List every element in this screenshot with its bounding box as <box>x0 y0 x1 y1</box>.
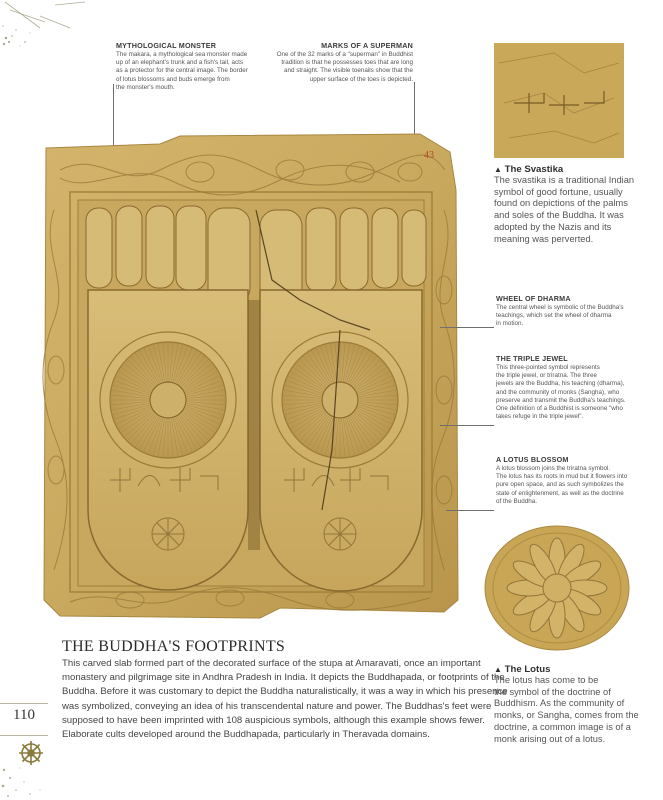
callout-triple-jewel <box>496 354 661 421</box>
leader-line-triple-jewel <box>440 425 494 426</box>
page-number: 110 <box>13 707 35 723</box>
lotus-medallion-image <box>484 522 634 652</box>
callout-line: takes refuge in the triple jewel". <box>496 413 584 421</box>
sidebar-text <box>494 675 662 745</box>
callout-line: preserve and transmit the Buddha's teachings. <box>496 396 626 404</box>
body-line: monastery and pilgrimage site in Andhra Pradesh in India. It depicts the Buddhapada, or footprints of the <box>62 672 505 684</box>
sidebar-line: found on depictions of the palms <box>494 198 628 209</box>
body-line: was symbolized, conveying an idea of his transcendental nature and power. The Buddhas's feet were <box>62 700 492 712</box>
callout-line: and straight. The visible toenails show that the <box>283 67 413 75</box>
callout-lotus-blossom <box>496 455 661 506</box>
body-line: supposed to have been imprinted with 108 auspicious symbols, although this example shows fewer. <box>62 714 485 726</box>
callout-wheel-of-dharma <box>496 294 661 329</box>
callout-line: upper surface of the toes is depicted. <box>309 75 413 83</box>
sidebar-svastika <box>494 164 662 245</box>
callout-line: of lotus blossoms and buds emerge from <box>116 75 230 83</box>
sidebar-line: The lotus has come to be <box>494 675 599 685</box>
callout-marks-of-superman <box>258 41 413 84</box>
callout-line: The lotus has its roots in mud but it flowers into <box>496 473 628 481</box>
sidebar-line: symbol of good fortune, usually <box>494 186 623 197</box>
sidebar-line: monk arising out of a lotus. <box>494 733 606 744</box>
callout-line: of the Buddha. <box>496 497 537 505</box>
callout-line: This three-pointed symbol represents <box>496 364 600 371</box>
callout-line: in motion. <box>496 320 524 328</box>
sidebar-line: the symbol of the doctrine of <box>494 686 611 697</box>
svastika-detail-image <box>494 43 624 158</box>
callout-title: WHEEL OF DHARMA <box>496 294 571 303</box>
svg-text:43: 43 <box>424 150 434 161</box>
body-line: Elaborate cults developed around the Buddhapada, particularly in Theravada domains. <box>62 729 430 741</box>
decorative-splatter-top <box>0 0 110 60</box>
sidebar-line: meaning was perverted. <box>494 233 594 244</box>
callout-text <box>496 304 661 329</box>
triangle-up-icon: ▲ <box>494 165 502 174</box>
page-number-rule-bottom <box>0 735 48 736</box>
callout-text <box>496 465 661 506</box>
sidebar-title: The Svastika <box>504 164 564 175</box>
callout-line: jewels are the Buddha, his teaching (dharma), <box>496 380 625 388</box>
callout-line: up of an elephant's trunk and a fish's tail, acts <box>116 59 244 67</box>
callout-title: A LOTUS BLOSSOM <box>496 455 569 464</box>
leader-line-dharma <box>440 327 494 328</box>
sidebar-line: The svastika is a traditional Indian <box>494 175 635 185</box>
sidebar-line: adopted by the Nazis and its <box>494 221 612 232</box>
leader-line-lotus-blossom <box>446 510 494 511</box>
callout-line: pure open space, and as such symbolizes the <box>496 481 624 489</box>
callout-title: MYTHOLOGICAL MONSTER <box>116 41 217 50</box>
callout-line: The central wheel is symbolic of the Buddha's <box>496 304 624 311</box>
callout-line: teachings, which set the wheel of dharma <box>496 312 612 320</box>
callout-text <box>496 364 661 421</box>
body-line: Buddha. Before it was customary to depict the Buddha naturalistically, it was a way in which his presence <box>62 686 508 698</box>
callout-line: One definition of a Buddhist is someone "who <box>496 405 623 413</box>
sidebar-line: Buddhism. As the community of <box>494 698 625 709</box>
sidebar-line: monks, or Sangha, comes from the <box>494 710 639 721</box>
decorative-splatter-bottom <box>0 760 60 800</box>
sidebar-line: and soles of the Buddha. It was <box>494 210 624 221</box>
sidebar-lotus <box>494 664 662 745</box>
sidebar-line: doctrine, a common image is of a <box>494 721 631 732</box>
page-number-rule-top <box>0 703 48 704</box>
callout-title: THE TRIPLE JEWEL <box>496 354 568 363</box>
sidebar-text <box>494 175 662 245</box>
callout-line: The makara, a mythological sea monster made <box>116 51 248 58</box>
callout-line: the monster's mouth. <box>116 83 175 91</box>
callout-line: the triple jewel, or triratna. The three <box>496 372 598 380</box>
callout-line: state of enlightenment, as well as the doctrine <box>496 489 624 497</box>
body-line: This carved slab formed part of the decorated surface of the stupa at Amaravati, once an important <box>62 658 481 669</box>
callout-line: and the community of monks (Sangha), who <box>496 388 620 396</box>
callout-line: as a protector for the central image. The border <box>116 67 248 75</box>
triangle-up-icon: ▲ <box>494 665 502 674</box>
main-section <box>62 638 508 742</box>
callout-text <box>258 51 413 84</box>
callout-line: tradition is that he possesses toes that are long <box>281 59 413 67</box>
callout-line: One of the 32 marks of a "superman" in Buddhist <box>276 51 413 58</box>
sidebar-title: The Lotus <box>504 664 551 675</box>
callout-line: A lotus blossom joins the triratna symbol. <box>496 465 611 472</box>
callout-title: MARKS OF A SUPERMAN <box>321 41 413 50</box>
main-body-text <box>62 657 508 742</box>
buddha-footprints-slab-image <box>40 130 460 630</box>
page-title: THE BUDDHA'S FOOTPRINTS <box>62 638 286 655</box>
